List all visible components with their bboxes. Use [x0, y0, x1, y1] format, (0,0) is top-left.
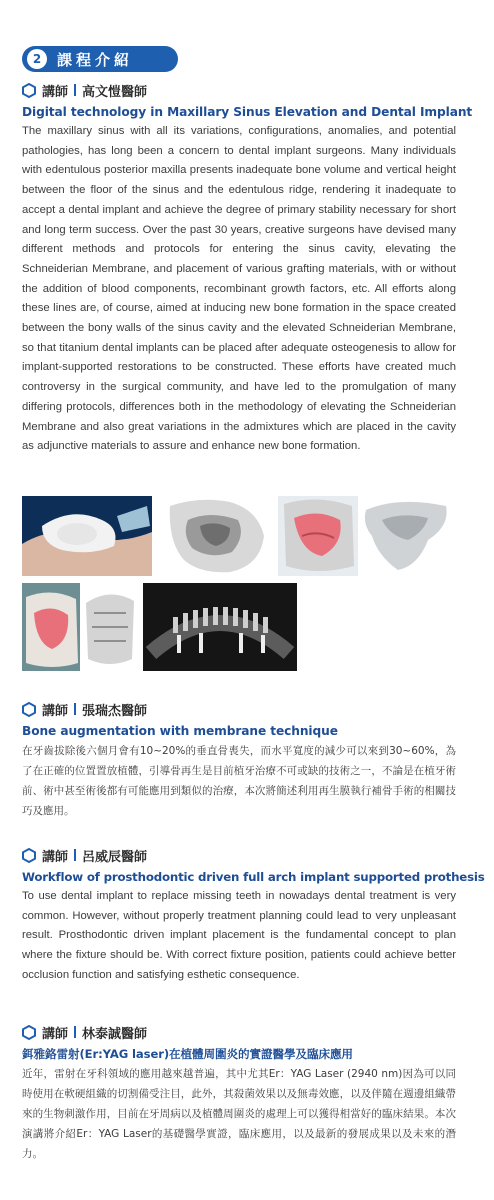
section-header: [22, 46, 178, 72]
talk-1: [22, 80, 473, 457]
talk-abstract: 在牙齒拔除後六個月會有10~20%的垂直骨喪失，而水平寬度的減少可以來到30~60%，為了在正確的位置置放植體，引導骨再生是目前植牙治療不可或缺的技術之一，不論是在植牙術前、術中甚至術後都有可能應用到類似的治療，本次將簡述利用再生膜執行補骨手術的相關技巧及應用。: [22, 745, 456, 817]
lecturer-label: 講師: [42, 1026, 69, 1042]
section-number: 2: [27, 49, 47, 69]
talk-title: 鉺雅鉻雷射(Er:YAG laser)在植體周圍炎的實證醫學及臨床應用: [22, 1047, 353, 1061]
lecturer-name: 張瑞杰醫師: [82, 703, 148, 719]
lecturer-label: 講師: [42, 84, 69, 100]
panoramic-xray: [143, 583, 297, 671]
talk-title: Workflow of prosthodontic driven full arch implant supported prothesis: [22, 870, 485, 884]
clinical-photo-sinus-graft: [22, 496, 152, 576]
lecturer-divider: [74, 703, 76, 715]
lecturer-row: [22, 1022, 456, 1042]
talk-abstract: The maxillary sinus with all its variations, configurations, anomalies, and potential pathologies, has long been a concern to dental implant surgeons. Many individuals with edentulous posterior maxilla presents inadequate bone volume and vertical height between the floor of the sinus and the edentulous ridge, rendering it inadequate to accept a dental implant and achieve the degree of primary stability necessary for short and long term success. Over the past 30 years, creative surgeons have devised many different methods and protocols for entering the sinus cavity, elevating the Schneiderian Membrane, and placement of various grafting materials, with or without the addition of blood components, recombinant growth factors, etc. All efforts along these lines are, of course, aimed at inducing new bone formation in the space created between the bony walls of the sinus cavity and the elevated Schneiderian Membrane, so that titanium dental implants can be placed after adequate osteogenesis to allow for implant-supported restorations to be constructed. These efforts have created much controversy in the surgical community, and have led to the promulgation of many differing protocols, differences both in the methodology of elevating the Schneiderian Membrane and also great variations in the admixtures which are placed in the cavity as adjunctive materials to assure and enhance new bone formation.: [22, 125, 456, 453]
lecturer-divider: [74, 849, 76, 861]
lecturer-name: 呂威辰醫師: [82, 849, 148, 865]
hexagon-icon: [22, 848, 36, 863]
sinus-graft-3d-render: [278, 496, 358, 576]
talk-2: [22, 699, 456, 821]
lecturer-row: [22, 80, 456, 100]
talk-title: Digital technology in Maxillary Sinus Elevation and Dental Implant: [22, 105, 473, 119]
lecturer-divider: [74, 1026, 76, 1038]
graft-closeup-photo: [22, 583, 80, 671]
lecturer-row: [22, 845, 456, 865]
maxilla-model-render: [80, 583, 140, 671]
talk-3: [22, 845, 485, 986]
lecturer-name: 高文愷醫師: [82, 84, 148, 100]
lecturer-divider: [74, 84, 76, 96]
lecturer-label: 講師: [42, 703, 69, 719]
skull-3d-render: [160, 496, 270, 576]
hexagon-icon: [22, 702, 36, 717]
lecturer-name: 林泰誠醫師: [82, 1026, 148, 1042]
lecturer-label: 講師: [42, 849, 69, 865]
lecturer-row: [22, 699, 456, 719]
talk-title: Bone augmentation with membrane technique: [22, 724, 338, 738]
hexagon-icon: [22, 83, 36, 98]
talk-abstract: 近年，雷射在牙科領域的應用越來越普遍，其中尤其Er：YAG Laser (2940 nm)因為可以同時使用在軟硬組織的切割備受注目，此外，其殺菌效果以及無毒效應，以及伴隨在週邊組織帶來的生物刺激作用，目前在牙周病以及植體周圍炎的處理上可以獲得相當好的臨床結果。本次演講將介紹Er：YAG Laser的基礎醫學實證，臨床應用，以及最新的發展成果以及未來的潛力。: [22, 1068, 456, 1160]
talk-4: [22, 1022, 456, 1164]
section-title: 課程介紹: [57, 50, 134, 69]
talk-abstract: To use dental implant to replace missing teeth in nowadays dental treatment is very common. However, without properly treatment planning could lead to very unpleasant result. Prosthodontic driven implant placement is the fundamental concept to plan where the fixture should be. With correct fixture position, patients could achieve better occlusion function and satisfying esthetic consequence.: [22, 890, 456, 981]
hexagon-icon: [22, 1025, 36, 1040]
maxilla-3d-render: [358, 496, 453, 576]
